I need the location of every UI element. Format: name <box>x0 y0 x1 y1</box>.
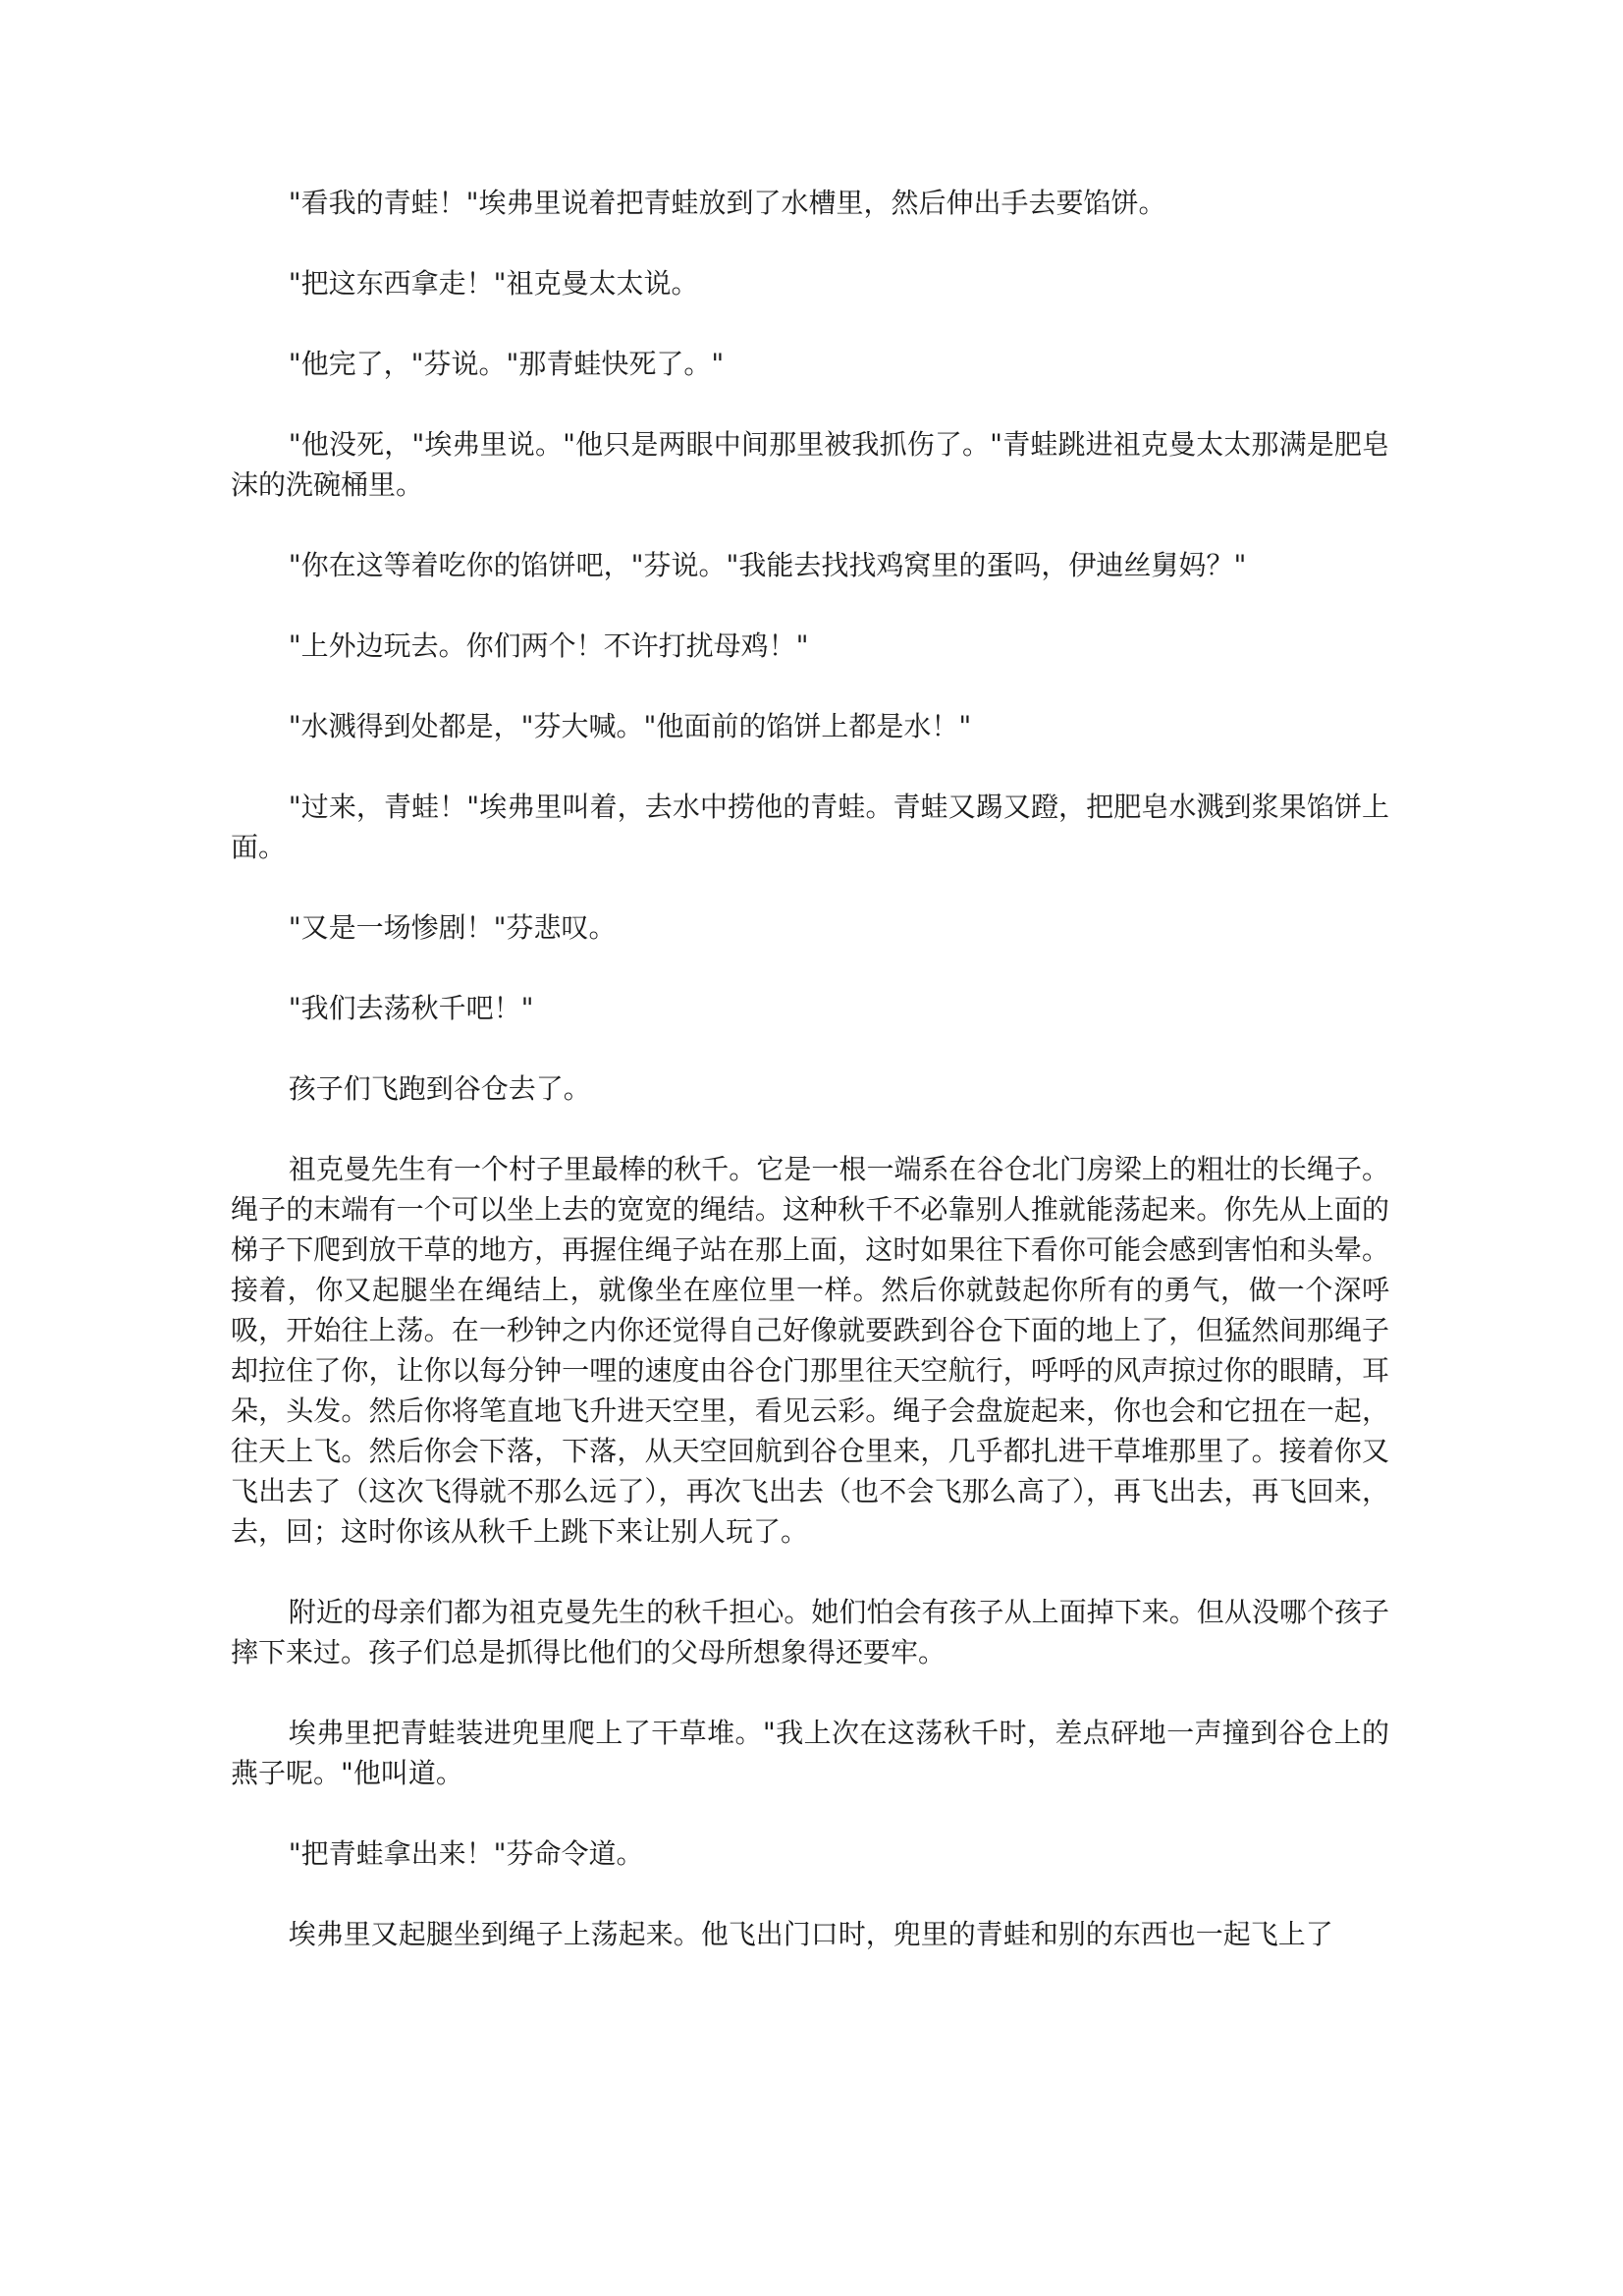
paragraph: "把这东西拿走！"祖克曼太太说。 <box>288 267 699 300</box>
paragraph: "他没死，"埃弗里说。"他只是两眼中间那里被我抓伤了。"青蛙跳进祖克曼太太那满是肥皂沫的洗碗桶里。 <box>231 428 1389 501</box>
paragraph: "我们去荡秋千吧！" <box>288 992 534 1024</box>
paragraph: 埃弗里把青蛙装进兜里爬上了干草堆。"我上次在这荡秋千时，差点砰地一声撞到谷仓上的燕子呢。"他叫道。 <box>231 1717 1389 1789</box>
paragraph: "过来，青蛙！"埃弗里叫着，去水中捞他的青蛙。青蛙又踢又蹬，把肥皂水溅到浆果馅饼上面。 <box>231 791 1389 863</box>
paragraph: "把青蛙拿出来！"芬命令道。 <box>288 1837 644 1870</box>
paragraph: "水溅得到处都是，"芬大喊。"他面前的馅饼上都是水！" <box>288 710 972 742</box>
paragraph: 埃弗里又起腿坐到绳子上荡起来。他飞出门口时，兜里的青蛙和别的东西也一起飞上了 <box>288 1918 1333 1950</box>
paragraph: 祖克曼先生有一个村子里最棒的秋千。它是一根一端系在谷仓北门房梁上的粗壮的长绳子。绳子的末端有一个可以坐上去的宽宽的绳结。这种秋千不必靠别人推就能荡起来。你先从上面的梯子下爬到放干草的地方，再握住绳子站在那上面，这时如果往下看你可能会感到害怕和头晕。接着，你又起腿坐在绳结上，就像坐在座位里一样。然后你就鼓起你所有的勇气，做一个深呼吸，开始往上荡。在一秒钟之内你还觉得自己好像就要跌到谷仓下面的地上了，但猛然间那绳子却拉住了你，让你以每分钟一哩的速度由谷仓门那里往天空航行，呼呼的风声掠过你的眼睛，耳朵，头发。然后你将笔直地飞升进天空里，看见云彩。绳子会盘旋起来，你也会和它扭在一起，往天上飞。然后你会下落，下落，从天空回航到谷仓里来，几乎都扎进干草堆那里了。接着你又飞出去了（这次飞得就不那么远了），再次飞出去（也不会飞那么高了），再飞出去，再飞回来，去，回；这时你该从秋千上跳下来让别人玩了。 <box>231 1153 1389 1548</box>
document-body <box>231 183 1389 1954</box>
paragraph: 孩子们飞跑到谷仓去了。 <box>288 1072 591 1105</box>
paragraph: "看我的青蛙！"埃弗里说着把青蛙放到了水槽里，然后伸出手去要馅饼。 <box>288 187 1166 219</box>
paragraph: "上外边玩去。你们两个！不许打扰母鸡！" <box>288 629 809 662</box>
paragraph: 附近的母亲们都为祖克曼先生的秋千担心。她们怕会有孩子从上面掉下来。但从没哪个孩子摔下来过。孩子们总是抓得比他们的父母所想象得还要牢。 <box>231 1596 1389 1668</box>
paragraph: "又是一场惨剧！"芬悲叹。 <box>288 911 617 944</box>
paragraph: "你在这等着吃你的馅饼吧，"芬说。"我能去找找鸡窝里的蛋吗，伊迪丝舅妈？" <box>288 549 1247 581</box>
paragraph: "他完了，"芬说。"那青蛙快死了。" <box>288 348 725 380</box>
